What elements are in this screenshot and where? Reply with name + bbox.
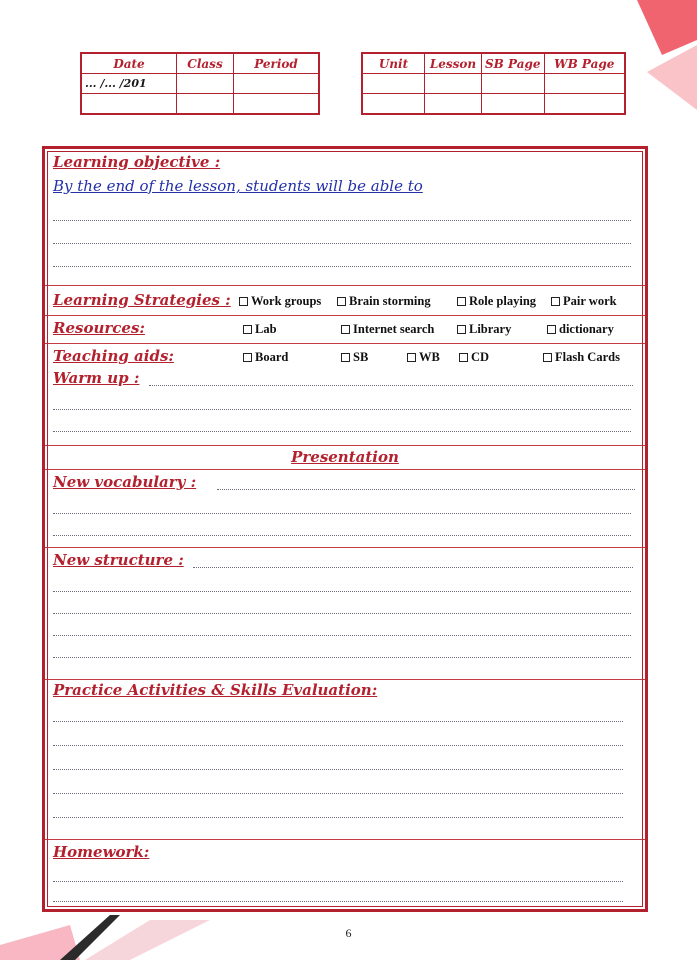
writing-line[interactable] [53, 535, 631, 536]
writing-line[interactable] [53, 793, 623, 794]
writing-line[interactable] [53, 220, 631, 221]
header-class: Class [177, 53, 234, 74]
checkbox[interactable] [337, 297, 346, 306]
writing-line[interactable] [53, 657, 631, 658]
section-divider [45, 343, 645, 344]
wb-page-cell[interactable] [544, 74, 625, 94]
option-work-groups[interactable]: Work groups [239, 294, 321, 309]
checkbox[interactable] [551, 297, 560, 306]
checkbox[interactable] [341, 353, 350, 362]
writing-line[interactable] [53, 769, 623, 770]
option-role-playing[interactable]: Role playing [457, 294, 536, 309]
writing-line[interactable] [193, 567, 633, 568]
empty-cell[interactable] [81, 94, 177, 115]
section-divider [45, 445, 645, 446]
new-vocabulary-heading: New vocabulary : [53, 473, 197, 491]
writing-line[interactable] [53, 901, 623, 902]
header-sb-page: SB Page [482, 53, 545, 74]
page-number: 6 [345, 926, 352, 940]
checkbox[interactable] [243, 353, 252, 362]
unit-lesson-pages-table [361, 52, 626, 115]
writing-line[interactable] [53, 266, 631, 267]
presentation-heading: Presentation [291, 448, 399, 466]
unit-cell[interactable] [362, 74, 425, 94]
checkbox[interactable] [457, 297, 466, 306]
homework-heading: Homework: [53, 843, 150, 861]
header-unit: Unit [362, 53, 425, 74]
option-lab[interactable]: Lab [243, 322, 277, 337]
checkbox[interactable] [457, 325, 466, 334]
writing-line[interactable] [53, 591, 631, 592]
empty-cell[interactable] [544, 94, 625, 115]
header-lesson: Lesson [425, 53, 482, 74]
option-cd[interactable]: CD [459, 350, 489, 365]
section-divider [45, 285, 645, 286]
option-wb[interactable]: WB [407, 350, 440, 365]
date-class-period-table [80, 52, 320, 115]
lesson-plan-frame [42, 146, 648, 912]
option-flash-cards[interactable]: Flash Cards [543, 350, 620, 365]
header-wb-page: WB Page [544, 53, 625, 74]
resources-heading: Resources: [53, 319, 145, 337]
option-board[interactable]: Board [243, 350, 288, 365]
practice-activities-heading: Practice Activities & Skills Evaluation: [53, 681, 378, 699]
lesson-cell[interactable] [425, 74, 482, 94]
writing-line[interactable] [149, 385, 633, 386]
writing-line[interactable] [53, 881, 623, 882]
learning-objective-heading: Learning objective : [53, 153, 221, 171]
empty-cell[interactable] [234, 94, 320, 115]
checkbox[interactable] [543, 353, 552, 362]
section-divider [45, 315, 645, 316]
checkbox[interactable] [243, 325, 252, 334]
empty-cell[interactable] [482, 94, 545, 115]
writing-line[interactable] [53, 513, 631, 514]
teaching-aids-heading: Teaching aids: [53, 347, 174, 365]
section-divider [45, 469, 645, 470]
checkbox[interactable] [341, 325, 350, 334]
writing-line[interactable] [53, 635, 631, 636]
date-value: ... /... /201 [81, 74, 177, 94]
option-library[interactable]: Library [457, 322, 511, 337]
checkbox[interactable] [459, 353, 468, 362]
section-divider [45, 839, 645, 840]
option-pair-work[interactable]: Pair work [551, 294, 617, 309]
section-divider [45, 679, 645, 680]
header-period: Period [234, 53, 320, 74]
empty-cell[interactable] [362, 94, 425, 115]
writing-line[interactable] [53, 243, 631, 244]
empty-cell[interactable] [177, 94, 234, 115]
section-divider [45, 547, 645, 548]
learning-strategies-heading: Learning Strategies : [53, 291, 231, 309]
sb-page-cell[interactable] [482, 74, 545, 94]
empty-cell[interactable] [425, 94, 482, 115]
option-internet-search[interactable]: Internet search [341, 322, 434, 337]
checkbox[interactable] [407, 353, 416, 362]
period-cell[interactable] [234, 74, 320, 94]
option-dictionary[interactable]: dictionary [547, 322, 614, 337]
checkbox[interactable] [239, 297, 248, 306]
writing-line[interactable] [53, 745, 623, 746]
checkbox[interactable] [547, 325, 556, 334]
writing-line[interactable] [53, 721, 623, 722]
class-cell[interactable] [177, 74, 234, 94]
writing-line[interactable] [53, 817, 623, 818]
writing-line[interactable] [53, 613, 631, 614]
warm-up-heading: Warm up : [53, 369, 140, 387]
writing-line[interactable] [53, 431, 631, 432]
objective-statement: By the end of the lesson, students will be able to [53, 177, 423, 195]
option-sb[interactable]: SB [341, 350, 368, 365]
header-date: Date [81, 53, 177, 74]
option-brain-storming[interactable]: Brain storming [337, 294, 431, 309]
new-structure-heading: New structure : [53, 551, 184, 569]
writing-line[interactable] [53, 409, 631, 410]
writing-line[interactable] [217, 489, 635, 490]
